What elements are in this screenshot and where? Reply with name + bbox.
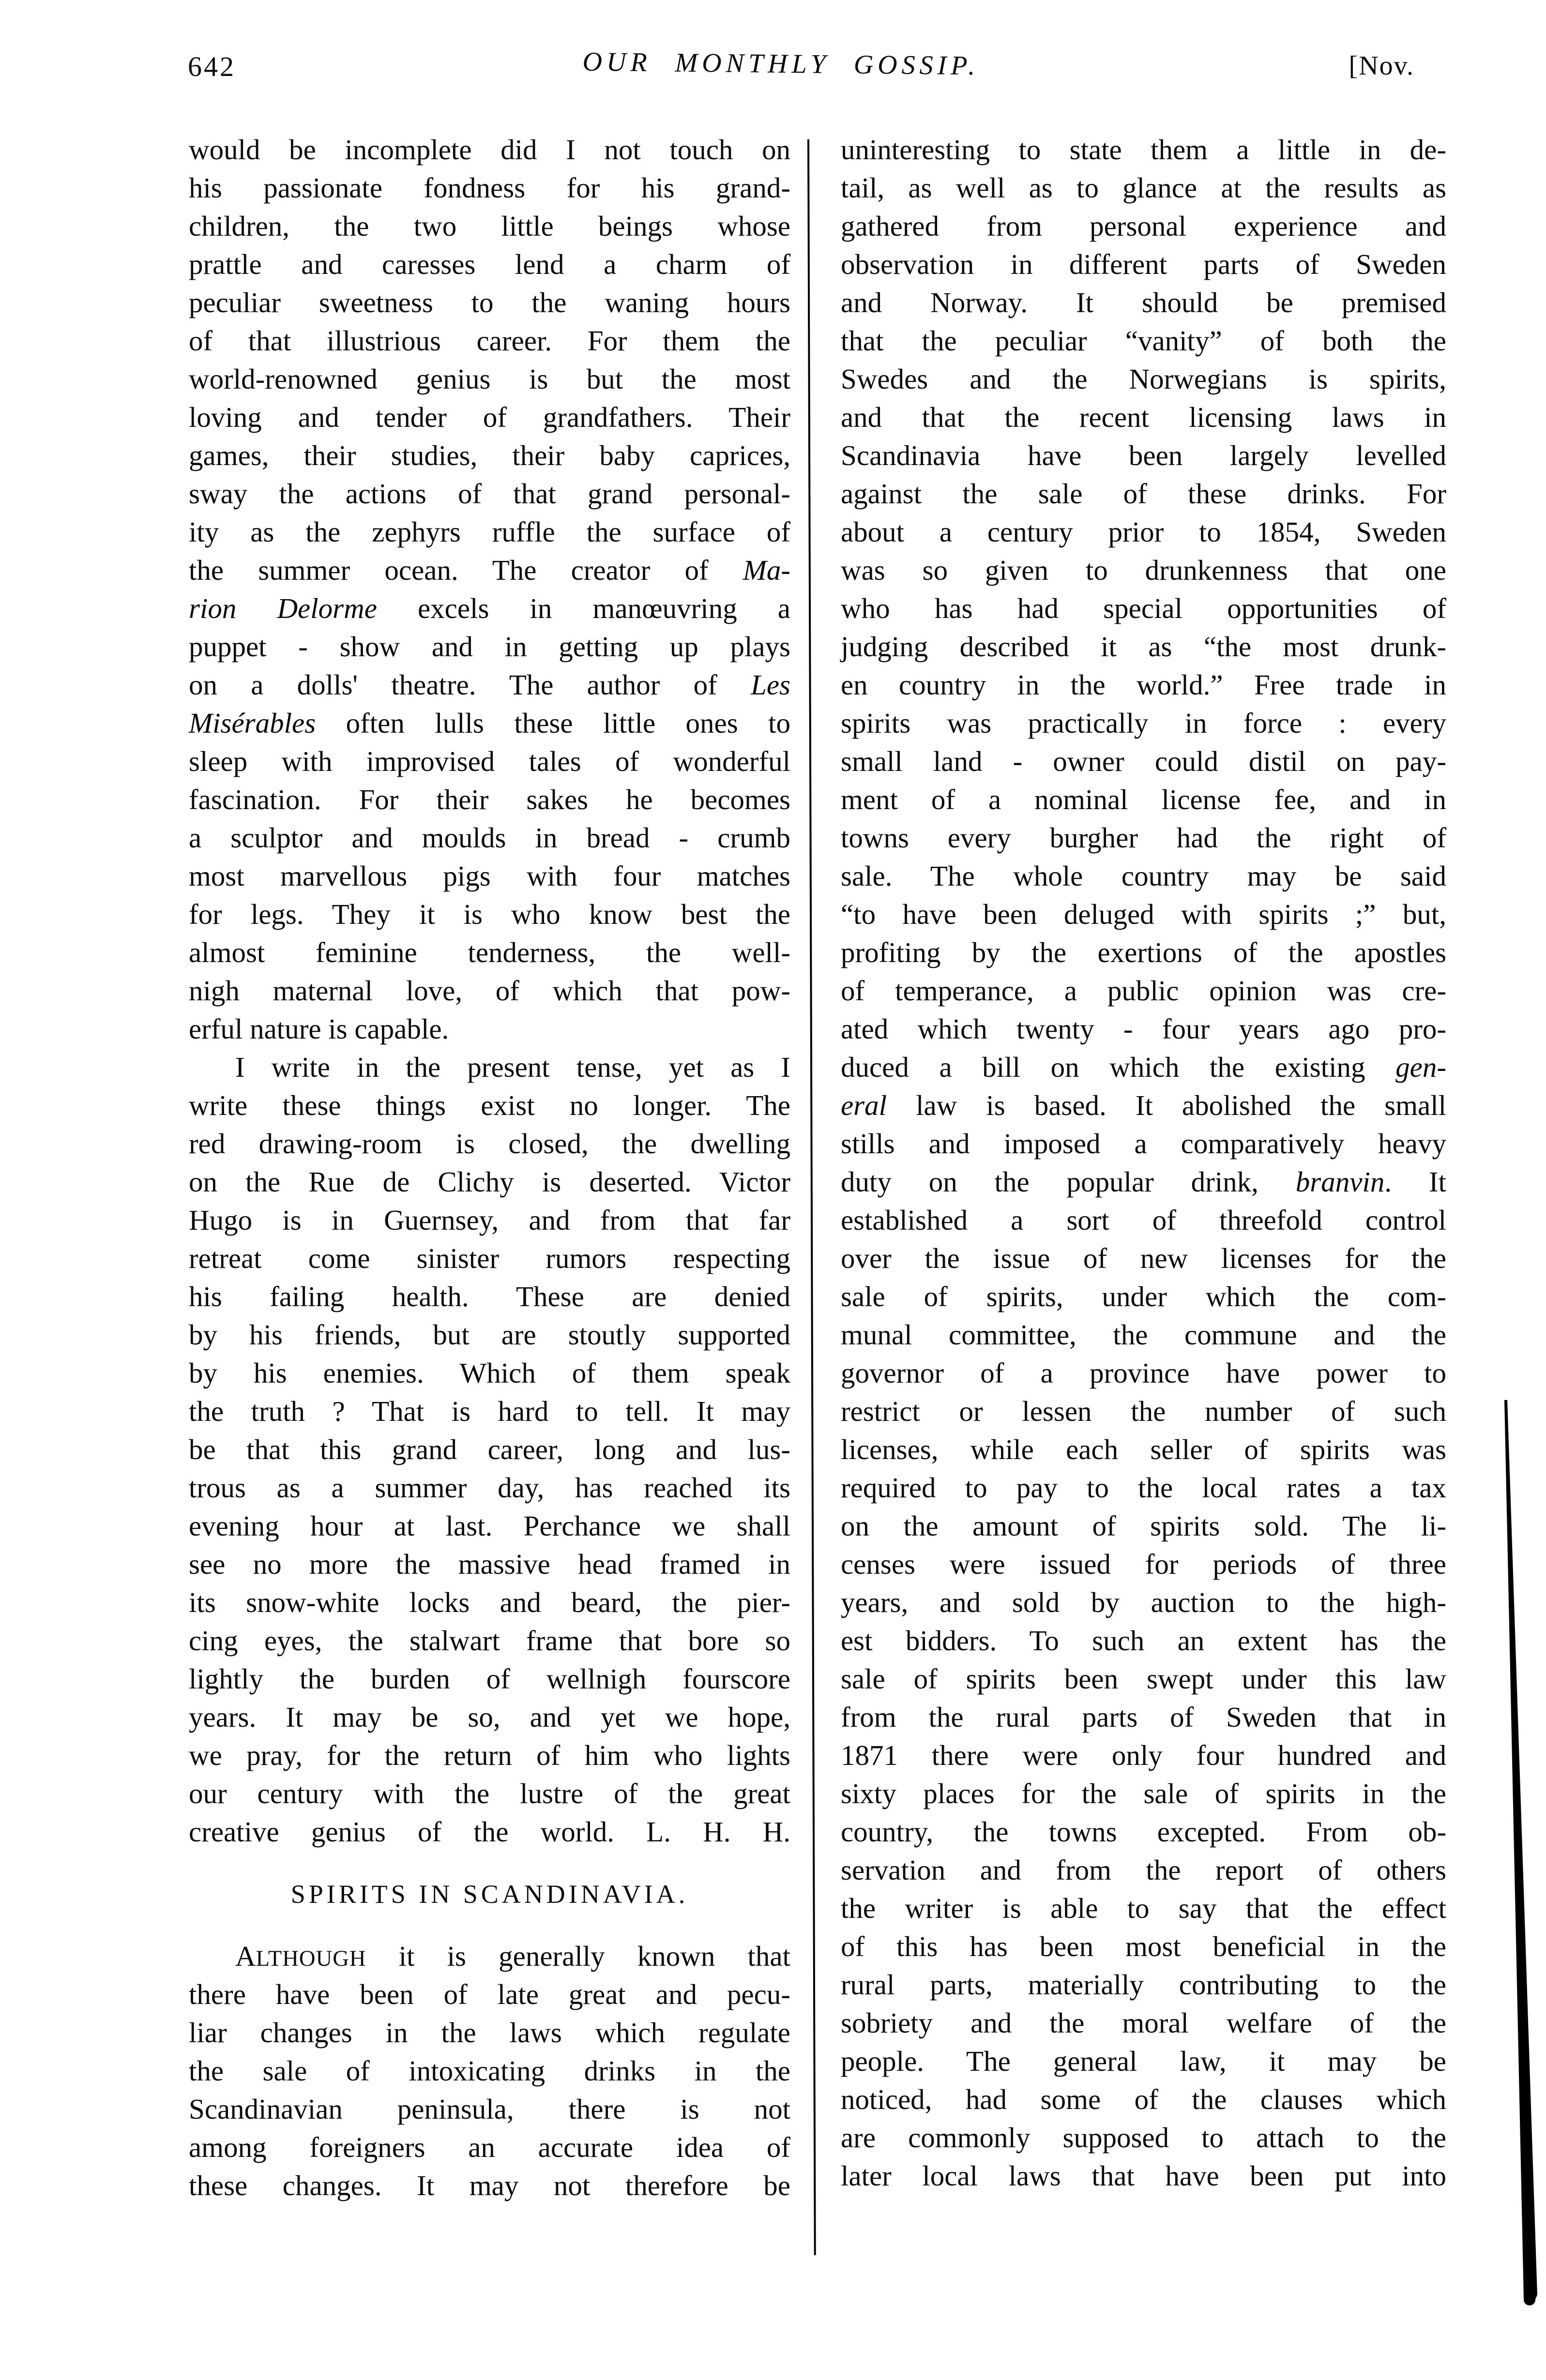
italic-text-segment: branvin bbox=[1295, 1166, 1385, 1198]
text-segment: duty on the popular drink, bbox=[841, 1166, 1296, 1198]
text-segment: stills and imposed a comparatively heavy bbox=[841, 1128, 1446, 1160]
text-segment: small land - owner could distil on pay- bbox=[841, 745, 1446, 777]
text-segment: was so given to drunkenness that one bbox=[841, 554, 1446, 586]
text-line bbox=[841, 2080, 1446, 2119]
text-segment: munal committee, the commune and the bbox=[841, 1319, 1446, 1351]
text-line bbox=[841, 1928, 1446, 1966]
text-segment: puppet - show and in getting up plays bbox=[189, 631, 790, 663]
text-segment: erful nature is capable. bbox=[189, 1013, 449, 1045]
text-line bbox=[841, 1889, 1446, 1928]
page-number: 642 bbox=[188, 51, 236, 82]
text-line bbox=[841, 589, 1446, 628]
text-segment: games, their studies, their baby caprices, bbox=[189, 439, 790, 471]
text-line bbox=[189, 169, 790, 207]
text-segment: towns every burgher had the right of bbox=[841, 822, 1446, 854]
text-line bbox=[189, 322, 790, 360]
text-line bbox=[841, 1545, 1446, 1583]
text-line bbox=[189, 437, 790, 475]
text-line bbox=[189, 2090, 790, 2128]
text-segment: the truth ? That is hard to tell. It may bbox=[189, 1395, 790, 1427]
text-line bbox=[189, 1813, 790, 1851]
text-segment: write these things exist no longer. The bbox=[189, 1089, 790, 1121]
text-line bbox=[841, 1278, 1446, 1316]
text-segment: sale of spirits been swept under this law bbox=[841, 1663, 1446, 1695]
text-segment: almost feminine tenderness, the well- bbox=[189, 936, 790, 968]
text-segment: spirits was practically in force : every bbox=[841, 707, 1446, 739]
text-line bbox=[841, 1775, 1446, 1813]
text-line bbox=[841, 1354, 1446, 1392]
text-segment: red drawing-room is closed, the dwelling bbox=[189, 1128, 790, 1160]
issue-date: [Nov. bbox=[1349, 51, 1414, 81]
text-line bbox=[189, 1125, 790, 1163]
text-line bbox=[841, 628, 1446, 666]
text-segment: fascination. For their sakes he becomes bbox=[189, 783, 790, 815]
text-line bbox=[189, 857, 790, 895]
text-segment: would be incomplete did I not touch on bbox=[189, 134, 790, 166]
text-line bbox=[189, 1775, 790, 1813]
text-segment: from the rural parts of Sweden that in bbox=[841, 1701, 1446, 1733]
text-line bbox=[841, 1392, 1446, 1431]
text-line bbox=[189, 245, 790, 284]
text-segment: Hugo is in Guernsey, and from that far bbox=[189, 1204, 790, 1236]
text-segment: people. The general law, it may be bbox=[841, 2045, 1446, 2077]
text-line bbox=[189, 1622, 790, 1660]
text-line bbox=[189, 131, 790, 169]
text-line bbox=[841, 2042, 1446, 2080]
text-segment: our century with the lustre of the great bbox=[189, 1777, 790, 1809]
text-segment: that the peculiar “vanity” of both the bbox=[841, 325, 1446, 357]
text-segment: later local laws that have been put into bbox=[841, 2160, 1446, 2192]
text-line bbox=[841, 437, 1446, 475]
text-line bbox=[189, 1545, 790, 1583]
text-line bbox=[189, 398, 790, 437]
text-segment: his failing health. These are denied bbox=[189, 1280, 790, 1312]
text-segment: the sale of intoxicating drinks in the bbox=[189, 2055, 790, 2087]
text-line bbox=[189, 704, 790, 742]
text-line bbox=[189, 1660, 790, 1698]
text-segment: it is generally known that bbox=[366, 1940, 790, 1972]
text-segment: loving and tender of grandfathers. Their bbox=[189, 401, 790, 433]
text-line bbox=[841, 2157, 1446, 2195]
text-line bbox=[189, 1010, 790, 1048]
text-segment: the writer is able to say that the effect bbox=[841, 1892, 1446, 1924]
text-segment: be that this grand career, long and lus- bbox=[189, 1433, 790, 1465]
text-line bbox=[841, 1583, 1446, 1622]
text-line bbox=[841, 1698, 1446, 1736]
text-line bbox=[841, 704, 1446, 742]
text-line bbox=[189, 284, 790, 322]
text-line bbox=[841, 1048, 1446, 1086]
text-segment: Scandinavia have been largely levelled bbox=[841, 439, 1446, 471]
text-line bbox=[189, 1086, 790, 1125]
text-line bbox=[841, 1966, 1446, 2004]
text-line bbox=[841, 742, 1446, 781]
text-segment: children, the two little beings whose bbox=[189, 210, 790, 242]
italic-text-segment: eral bbox=[841, 1089, 887, 1121]
text-segment: and that the recent licensing laws in bbox=[841, 401, 1446, 433]
text-line bbox=[841, 284, 1446, 322]
text-line bbox=[189, 2167, 790, 2205]
text-segment: profiting by the exertions of the apostles bbox=[841, 936, 1446, 968]
text-segment: peculiar sweetness to the waning hours bbox=[189, 286, 790, 318]
text-segment: ated which twenty - four years ago pro- bbox=[841, 1013, 1446, 1045]
text-segment: rural parts, materially contributing to the bbox=[841, 1969, 1446, 2001]
text-line bbox=[841, 1622, 1446, 1660]
text-segment: cing eyes, the stalwart frame that bore so bbox=[189, 1625, 790, 1657]
text-line bbox=[841, 1736, 1446, 1775]
text-line bbox=[841, 781, 1446, 819]
text-segment: his passionate fondness for his grand- bbox=[189, 172, 790, 204]
text-segment: sale of spirits, under which the com- bbox=[841, 1280, 1446, 1312]
text-segment: required to pay to the local rates a tax bbox=[841, 1472, 1446, 1504]
text-line bbox=[841, 207, 1446, 245]
text-line bbox=[189, 1507, 790, 1545]
text-line bbox=[841, 398, 1446, 437]
left-column bbox=[189, 131, 790, 2205]
text-line bbox=[189, 589, 790, 628]
text-line bbox=[189, 1392, 790, 1431]
text-line bbox=[189, 207, 790, 245]
text-segment: on the Rue de Clichy is deserted. Victor bbox=[189, 1166, 790, 1198]
text-line bbox=[841, 2119, 1446, 2157]
italic-text-segment: Misérables bbox=[189, 707, 316, 739]
text-line bbox=[841, 1316, 1446, 1354]
text-line bbox=[841, 1163, 1446, 1201]
text-line bbox=[189, 1431, 790, 1469]
text-segment: often lulls these little ones to bbox=[316, 707, 790, 739]
section-heading bbox=[189, 1851, 790, 1937]
text-segment: against the sale of these drinks. For bbox=[841, 478, 1446, 510]
text-line bbox=[841, 1469, 1446, 1507]
text-segment: a sculptor and moulds in bread - crumb bbox=[189, 822, 790, 854]
text-line bbox=[841, 1660, 1446, 1698]
text-line bbox=[841, 245, 1446, 284]
text-segment: who has had special opportunities of bbox=[841, 592, 1446, 624]
text-segment: years, and sold by auction to the high- bbox=[841, 1586, 1446, 1618]
text-segment: these changes. It may not therefore be bbox=[189, 2169, 790, 2201]
text-line bbox=[841, 1010, 1446, 1048]
text-segment: see no more the massive head framed in bbox=[189, 1548, 790, 1580]
text-segment: by his enemies. Which of them speak bbox=[189, 1357, 790, 1389]
text-segment: sale. The whole country may be said bbox=[841, 860, 1446, 892]
text-line bbox=[841, 857, 1446, 895]
text-segment: about a century prior to 1854, Sweden bbox=[841, 516, 1446, 548]
text-segment: ity as the zephyrs ruffle the surface of bbox=[189, 516, 790, 548]
text-line bbox=[189, 1048, 790, 1086]
text-segment: country, the towns excepted. From ob- bbox=[841, 1816, 1446, 1848]
text-segment: tail, as well as to glance at the results as bbox=[841, 172, 1446, 204]
text-line bbox=[841, 819, 1446, 857]
text-line bbox=[189, 1163, 790, 1201]
text-segment: nigh maternal love, of which that pow- bbox=[189, 975, 790, 1007]
text-segment: trous as a summer day, has reached its bbox=[189, 1472, 790, 1504]
text-segment: governor of a province have power to bbox=[841, 1357, 1446, 1389]
text-segment: by his friends, but are stoutly supported bbox=[189, 1319, 790, 1351]
text-line bbox=[189, 819, 790, 857]
text-segment: evening hour at last. Perchance we shall bbox=[189, 1510, 790, 1542]
text-segment: noticed, had some of the clauses which bbox=[841, 2083, 1446, 2115]
text-segment: Scandinavian peninsula, there is not bbox=[189, 2093, 790, 2125]
text-segment: we pray, for the return of him who lights bbox=[189, 1739, 790, 1771]
text-segment: on the amount of spirits sold. The li- bbox=[841, 1510, 1446, 1542]
text-line bbox=[841, 322, 1446, 360]
italic-text-segment: Ma- bbox=[743, 554, 790, 586]
text-line bbox=[841, 666, 1446, 704]
italic-text-segment: rion Delorme bbox=[189, 592, 377, 624]
text-line bbox=[841, 1086, 1446, 1125]
text-line bbox=[189, 666, 790, 704]
text-segment: liar changes in the laws which regulate bbox=[189, 2017, 790, 2049]
text-line bbox=[189, 1736, 790, 1775]
text-segment: lightly the burden of wellnigh fourscore bbox=[189, 1663, 790, 1695]
text-line bbox=[189, 1354, 790, 1392]
text-segment: licenses, while each seller of spirits was bbox=[841, 1433, 1446, 1465]
text-segment: restrict or lessen the number of such bbox=[841, 1395, 1446, 1427]
text-segment: sobriety and the moral welfare of the bbox=[841, 2007, 1446, 2039]
text-line bbox=[189, 781, 790, 819]
text-line bbox=[189, 1469, 790, 1507]
text-line bbox=[841, 1813, 1446, 1851]
text-segment: prattle and caresses lend a charm of bbox=[189, 248, 790, 280]
text-line bbox=[841, 513, 1446, 551]
text-segment: its snow-white locks and beard, the pier- bbox=[189, 1586, 790, 1618]
text-line bbox=[189, 895, 790, 934]
italic-text-segment: Les bbox=[751, 669, 790, 701]
text-segment: of this has been most beneficial in the bbox=[841, 1930, 1446, 1962]
text-segment: uninteresting to state them a little in de- bbox=[841, 134, 1446, 166]
text-segment: years. It may be so, and yet we hope, bbox=[189, 1701, 790, 1733]
column-divider-rule bbox=[807, 139, 816, 2255]
text-segment: 1871 there were only four hundred and bbox=[841, 1739, 1446, 1771]
text-segment: I write in the present tense, yet as I bbox=[235, 1051, 790, 1083]
text-line bbox=[841, 131, 1446, 169]
text-segment: and Norway. It should be premised bbox=[841, 286, 1446, 318]
page-header bbox=[0, 0, 1546, 106]
text-segment: are commonly supposed to attach to the bbox=[841, 2122, 1446, 2154]
text-segment: judging described it as “the most drunk- bbox=[841, 631, 1446, 663]
text-segment: gathered from personal experience and bbox=[841, 210, 1446, 242]
text-segment: Swedes and the Norwegians is spirits, bbox=[841, 363, 1446, 395]
text-segment: for legs. They it is who know best the bbox=[189, 898, 790, 930]
text-segment: of temperance, a public opinion was cre- bbox=[841, 975, 1446, 1007]
text-segment: “to have been deluged with spirits ;” but, bbox=[841, 898, 1446, 930]
text-line bbox=[189, 1698, 790, 1736]
text-segment: SPIRITS IN SCANDINAVIA. bbox=[290, 1880, 689, 1909]
text-line bbox=[189, 1201, 790, 1239]
text-line bbox=[841, 2004, 1446, 2042]
text-segment: sleep with improvised tales of wonderful bbox=[189, 745, 790, 777]
text-line bbox=[841, 475, 1446, 513]
text-line bbox=[189, 972, 790, 1010]
text-segment: among foreigners an accurate idea of bbox=[189, 2131, 790, 2163]
text-line bbox=[841, 1201, 1446, 1239]
right-column bbox=[841, 131, 1446, 2195]
text-segment: of that illustrious career. For them the bbox=[189, 325, 790, 357]
text-line bbox=[189, 2128, 790, 2167]
text-segment: retreat come sinister rumors respecting bbox=[189, 1242, 790, 1274]
smallcaps-text-segment: LTHOUGH bbox=[256, 1946, 366, 1971]
text-segment: there have been of late great and pecu- bbox=[189, 1978, 790, 2010]
text-line bbox=[189, 742, 790, 781]
text-segment: creative genius of the world. L. H. H. bbox=[189, 1816, 790, 1848]
text-segment: the summer ocean. The creator of bbox=[189, 554, 743, 586]
text-segment: A bbox=[235, 1940, 256, 1972]
text-line bbox=[841, 360, 1446, 398]
text-line bbox=[189, 1278, 790, 1316]
text-line bbox=[189, 1583, 790, 1622]
text-segment: ment of a nominal license fee, and in bbox=[841, 783, 1446, 815]
text-line bbox=[189, 2052, 790, 2090]
text-line bbox=[189, 1316, 790, 1354]
text-line bbox=[189, 360, 790, 398]
text-segment: law is based. It abolished the small bbox=[887, 1089, 1446, 1121]
text-line bbox=[841, 1851, 1446, 1889]
text-segment: over the issue of new licenses for the bbox=[841, 1242, 1446, 1274]
text-line bbox=[189, 1975, 790, 2014]
italic-text-segment: gen- bbox=[1395, 1051, 1446, 1083]
text-segment: . It bbox=[1384, 1166, 1446, 1198]
text-line bbox=[189, 1937, 790, 1975]
text-line bbox=[841, 1431, 1446, 1469]
text-line bbox=[189, 2014, 790, 2052]
text-segment: sixty places for the sale of spirits in the bbox=[841, 1777, 1446, 1809]
text-segment: duced a bill on which the existing bbox=[841, 1051, 1396, 1083]
text-segment: censes were issued for periods of three bbox=[841, 1548, 1446, 1580]
text-line bbox=[189, 475, 790, 513]
text-segment: established a sort of threefold control bbox=[841, 1204, 1446, 1236]
text-line bbox=[841, 1507, 1446, 1545]
text-segment: servation and from the report of others bbox=[841, 1854, 1446, 1886]
text-segment: sway the actions of that grand personal- bbox=[189, 478, 790, 510]
text-line bbox=[841, 169, 1446, 207]
text-line bbox=[841, 1125, 1446, 1163]
text-line bbox=[189, 513, 790, 551]
text-segment: excels in manœuvring a bbox=[377, 592, 790, 624]
text-line bbox=[189, 1239, 790, 1278]
text-line bbox=[841, 551, 1446, 589]
text-line bbox=[189, 934, 790, 972]
text-segment: world-renowned genius is but the most bbox=[189, 363, 790, 395]
text-line bbox=[841, 895, 1446, 934]
text-segment: observation in different parts of Sweden bbox=[841, 248, 1446, 280]
text-line bbox=[841, 934, 1446, 972]
text-segment: est bidders. To such an extent has the bbox=[841, 1625, 1446, 1657]
text-line bbox=[841, 1239, 1446, 1278]
text-line bbox=[841, 972, 1446, 1010]
text-segment: en country in the world.” Free trade in bbox=[841, 669, 1446, 701]
text-line bbox=[189, 628, 790, 666]
text-segment: most marvellous pigs with four matches bbox=[189, 860, 790, 892]
text-segment: on a dolls' theatre. The author of bbox=[189, 669, 751, 701]
running-title: OUR MONTHLY GOSSIP. bbox=[582, 46, 980, 81]
text-line bbox=[189, 551, 790, 589]
